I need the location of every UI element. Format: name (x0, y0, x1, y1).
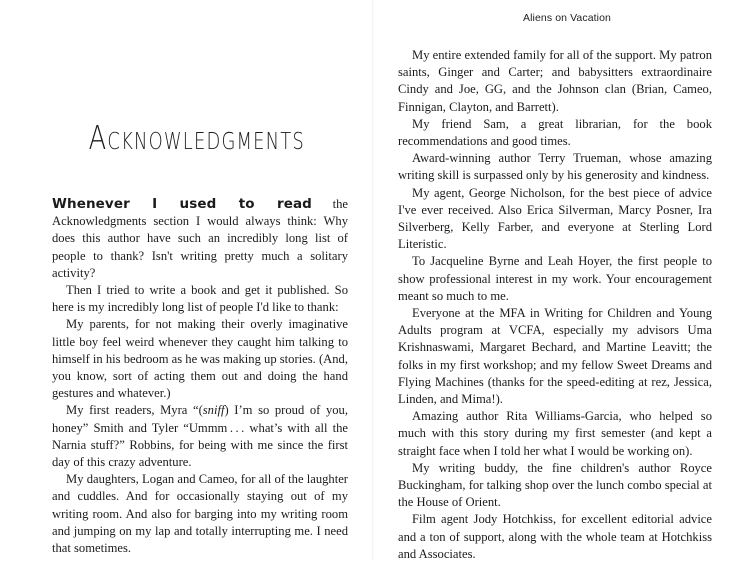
paragraph: Amazing author Rita Williams-Garcia, who helped so much with this story during my first semester (and kept a straight face when I told her what I would be working on). (398, 409, 712, 458)
opening-paragraph-rest: the Acknowledgments section I would always think: Why does this author have such an incredibly long list of people to thank? Isn't writing pretty much a solitary activity? (52, 197, 348, 280)
paragraph: My agent, George Nicholson, for the best piece of advice I've ever received. Also Erica Silverman, Marcy Posner, Ira Silverberg, Kelly Farber, and everyone at Sterling Lord Literistic. (398, 185, 712, 252)
lead-in: Whenever I used to read (52, 196, 312, 212)
paragraph: My parents, for not making their overly imaginative little boy feel weird whenever they caught him talking to himself in his bedroom as he was making up stories. (And, you know, sort of acting them out and doing the hand gestures and whatever.) (52, 317, 348, 401)
paragraph: Film agent Jody Hotchkiss, for excellent editorial advice and a ton of support, along with the whole team at Hotchkiss and Associates. (398, 512, 712, 561)
paragraph: My entire extended family for all of the support. My patron saints, Ginger and Carter; and babysitters extraordinaire Cindy and Joe, GG, and the Johnson clan (Brian, Cameo, Finnigan, Clayton, and Barrett). (398, 48, 712, 114)
left-page-text (52, 196, 348, 557)
paragraph: My friend Sam, a great librarian, for the book recommendations and good times. (398, 116, 712, 149)
chapter-title: Acknowledgments (88, 118, 305, 157)
paragraph: My daughters, Logan and Cameo, for all of the laughter and cuddles. And for occasionally staying out of my writing room. And also for barging into my writing room and jumping on my lap and totally interrupting me. I need that sometimes. (52, 472, 348, 556)
first-readers-paragraph (52, 402, 348, 471)
first-readers-after: ) I’m so proud of you, honey” Smith and Tyler “Ummm . . . what’s with all the Narnia stuff?” Robbins, for being with me since the first day of this crazy adventure. (52, 403, 348, 470)
paragraph: Award-winning author Terry Trueman, whose amazing writing skill is surpassed only by his generosity and kindness. (398, 151, 712, 183)
paragraph: Then I tried to write a book and get it published. So here is my incredibly long list of people I'd like to thank: (52, 283, 348, 315)
first-readers-before: My first readers, Myra “( (66, 403, 203, 418)
paragraph: To Jacqueline Byrne and Leah Hoyer, the first people to show professional interest in my work. Your encouragement meant so much to me. (398, 254, 712, 303)
paragraph: Everyone at the MFA in Writing for Children and Young Adults program at VCFA, especially my advisors Uma Krishnaswami, Margaret Bechard, and Martine Leavitt; the folks in my first workshop; and my fellow Sweet Dreams and Flying Machines (thanks for the speed-editing at rez, Jessica, Linden, and Mima!). (398, 306, 712, 407)
opening-paragraph (52, 196, 348, 282)
running-head: Aliens on Vacation (523, 12, 611, 24)
sniff-emphasis: sniff (202, 403, 225, 418)
paragraph: My writing buddy, the fine children's author Royce Buckingham, for talking shop over the lunch combo special at the House of Orient. (398, 460, 712, 510)
right-page-text (398, 47, 712, 563)
